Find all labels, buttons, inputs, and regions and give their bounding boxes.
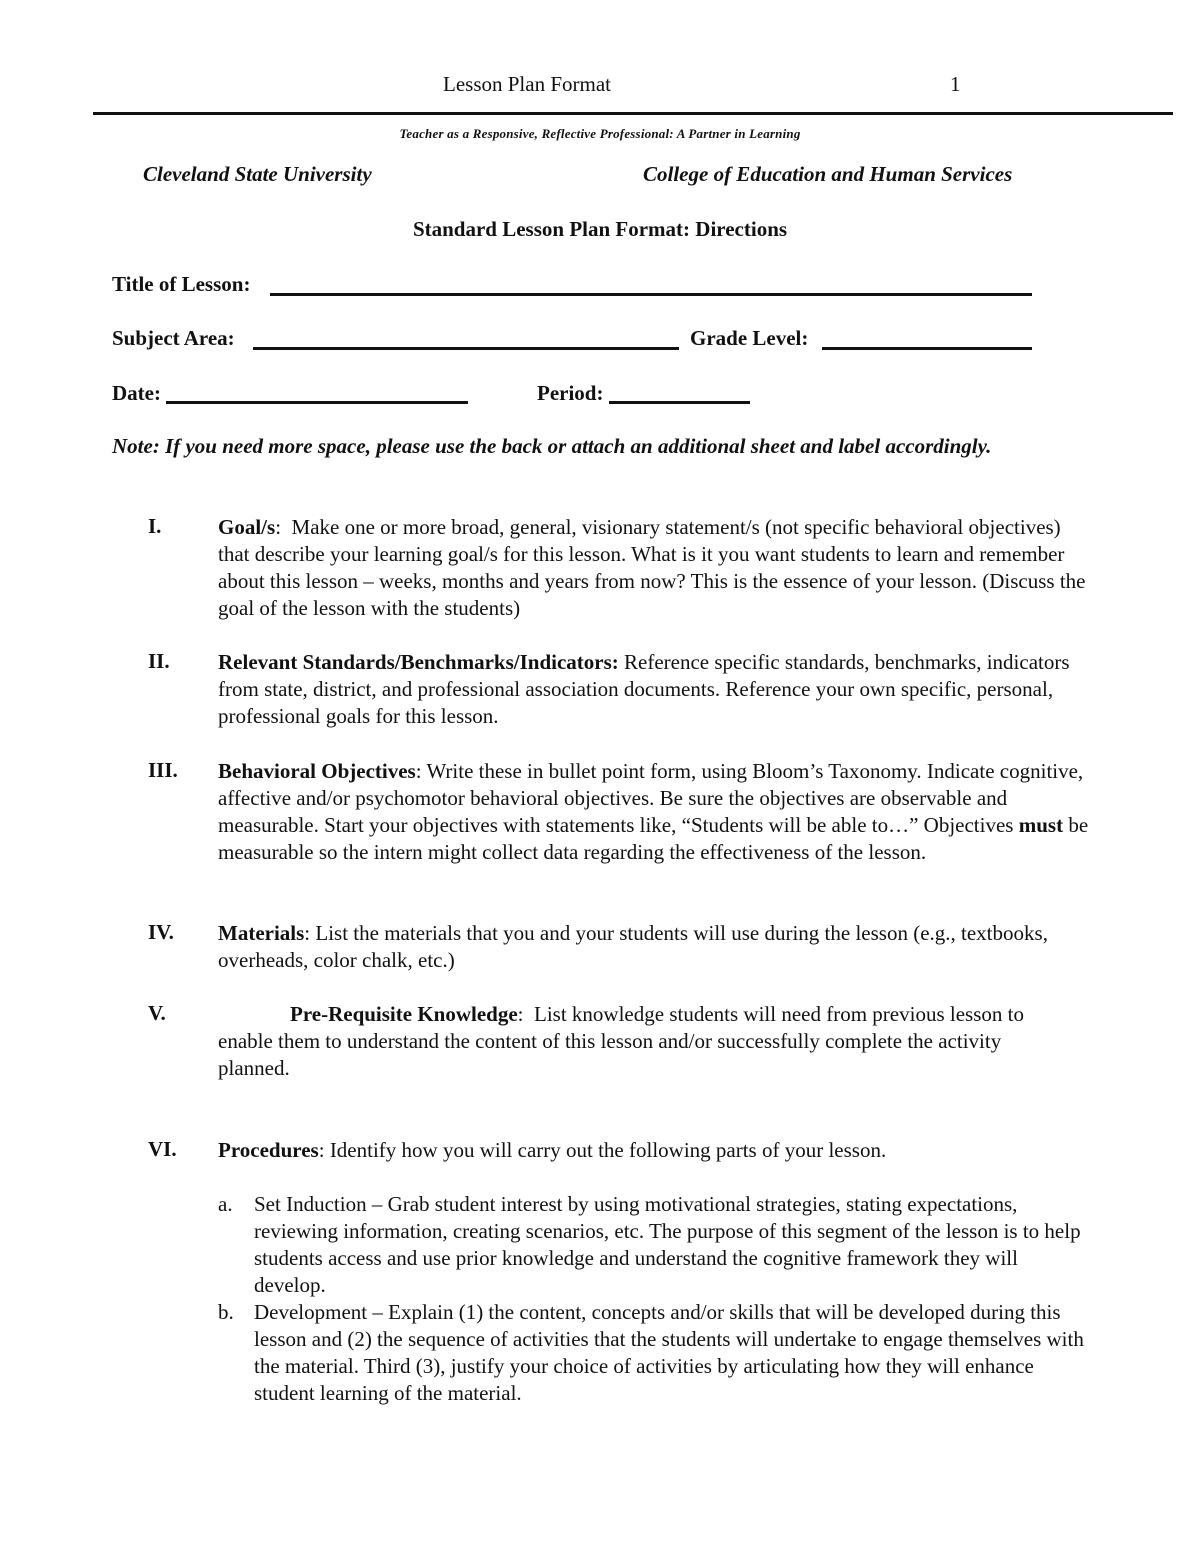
list-item [218,1191,1090,1299]
section-numeral: IV. [148,920,174,944]
institution-row [0,162,1200,192]
section-separator: : [415,759,427,783]
section-emphasis: must [1018,813,1064,837]
section-body [218,514,1090,622]
running-title: Lesson Plan Format [443,72,611,96]
list-item-text: Set Induction – Grab student interest by using motivational strategies, stating expectations, reviewing information, creating scenarios, etc. The purpose of this segment of the lesson is to help students access and use prior knowledge and understand the cognitive framework they will develop. [254,1192,1081,1297]
document-title: Standard Lesson Plan Format: Directions [412,217,788,241]
university-name: Cleveland State University [143,162,372,186]
section-body [218,920,1090,974]
header-rule [93,112,1173,115]
period-blank[interactable] [609,401,750,404]
grade-level-blank[interactable] [822,347,1032,350]
tagline: Teacher as a Responsive, Reflective Professional: A Partner in Learning [399,126,801,141]
page-number: 1 [950,72,961,96]
list-item-text: Development – Explain (1) the content, concepts and/or skills that will be developed during this lesson and (2) the sequence of activities that the students will undertake to engage themselves with the material. Third (3), justify your choice of activities by articulating how they will enhance student learning of the material. [254,1300,1084,1405]
section-separator: : [517,1002,535,1026]
list-item [218,1299,1090,1407]
section-text: List knowledge students will need from previous lesson to [534,1002,1024,1026]
note: Note: If you need more space, please use the back or attach an additional sheet and label accordingly. [112,434,992,458]
section-heading: Materials [218,921,305,945]
section-text-continued: be measurable so the intern might collect data regarding the effectiveness of the lesson. [218,813,1089,864]
subject-area-blank[interactable] [253,347,679,350]
subject-area-label: Subject Area: [112,326,235,350]
section-text: List the materials that you and your students will use during the lesson (e.g., textbooks, overheads, color chalk, etc.) [218,921,1048,972]
section-heading: Pre-Requisite Knowledge [290,1002,518,1026]
section-text: Identify how you will carry out the following parts of your lesson. [329,1138,887,1162]
list-marker: b. [218,1300,234,1324]
section-separator: : [304,921,316,945]
section-numeral: I. [148,514,162,538]
section-text: Make one or more broad, general, visionary statement/s (not specific behavioral objectives) that describe your learning goal/s for this lesson. What is it you want students to learn and remember about this lesson – weeks, months and years from now? This is the essence of your lesson. (Discuss the goal of the lesson with the students) [218,515,1086,620]
section-numeral: VI. [148,1137,177,1161]
section-body [218,758,1090,866]
title-of-lesson-blank[interactable] [270,293,1032,296]
section-separator: : [318,1138,330,1162]
section-heading: Procedures [218,1138,319,1162]
section-heading: Relevant Standards/Benchmarks/Indicators: [218,650,619,674]
period-label: Period: [537,381,604,405]
section-heading: Behavioral Objectives [218,759,416,783]
section-text-continued: enable them to understand the content of this lesson and/or successfully complete the activity planned. [218,1029,1002,1080]
section-separator: : [275,515,292,539]
section-text: Reference specific standards, benchmarks, indicators from state, district, and professional association documents. Reference your own specific, personal, professional goals for this lesson. [218,650,1070,728]
running-header [0,72,1200,100]
grade-level-label: Grade Level: [690,326,809,350]
list-marker: a. [218,1192,233,1216]
section-numeral: III. [148,758,178,782]
title-of-lesson-label: Title of Lesson: [112,272,251,296]
procedures-list [218,1191,1090,1407]
section-heading: Goal/s [218,515,276,539]
section-text: Write these in bullet point form, using Bloom’s Taxonomy. Indicate cognitive, affective and/or psychomotor behavioral objectives. Be sure the objectives are observable and measurable. Start your objectives with statements like, “Students will be able to…” Objectives [218,759,1084,837]
section-body [218,649,1090,730]
section-numeral: V. [148,1001,166,1025]
section-numeral: II. [148,649,170,673]
section-body [218,1001,1038,1082]
college-name: College of Education and Human Services [643,162,1013,186]
section-body [218,1137,1090,1164]
date-label: Date: [112,381,161,405]
date-blank[interactable] [166,401,468,404]
